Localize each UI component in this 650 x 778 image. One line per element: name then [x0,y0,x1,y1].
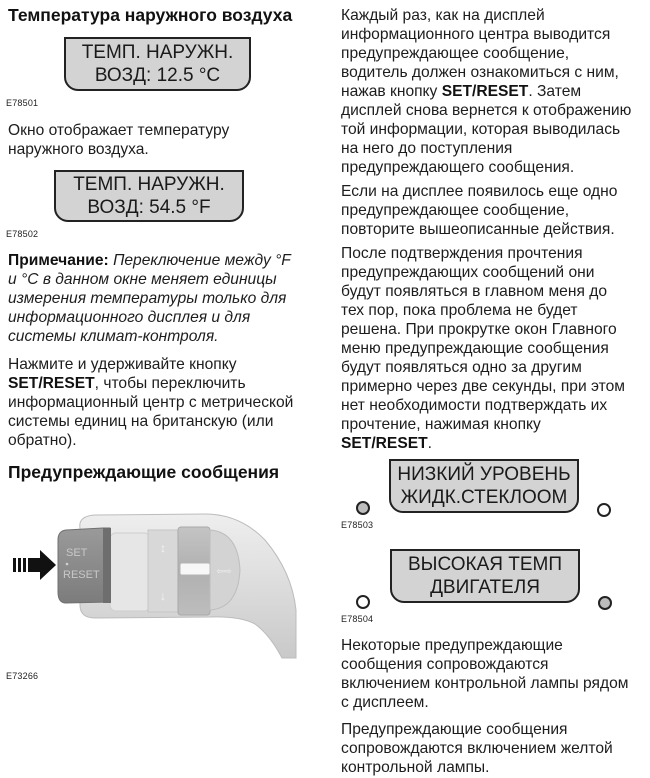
paragraph-another-message [341,182,617,239]
stalk-collar [110,533,150,611]
text-line: Каждый раз, как на дисплей [341,7,545,24]
text-line: Предупреждающие сообщения [341,721,568,738]
set-reset-term: SET/RESET [341,435,428,452]
display-line-2: ВОЗД: 12.5 °C [94,65,221,86]
figure-caption: E78504 [341,614,374,624]
display-line-1: НИЗКИЙ УРОВЕНЬ [397,464,571,485]
text-line: той информации, которая выводилась [341,121,621,138]
set-label-text: SET [66,547,88,559]
text-line: наружного воздуха. [8,141,149,158]
figure-caption: E78501 [6,98,39,108]
lr-arrows-icon: ⇦⇨ [216,566,232,576]
set-reset-term: SET/RESET [8,375,95,392]
text-line: будут появляться одно за другим [341,359,582,376]
stalk-illustration [0,500,310,665]
text-line: информационный центр с метрической [8,394,294,411]
text-line: системы единиц на британскую (или [8,413,274,430]
text-line: предупреждающее сообщение, [341,202,570,219]
display-line-1: ТЕМП. НАРУЖН. [73,174,225,195]
heading-warning-messages: Предупреждающие сообщения [8,462,280,482]
figure-caption: E73266 [6,671,39,681]
stalk-drawing [0,500,310,665]
text-fragment: . [427,435,432,452]
display-line-2: ВОЗД: 54.5 °F [87,197,211,218]
figure-caption: E78502 [6,229,39,239]
push-arrow-icon [13,550,56,580]
warning-lamp-left [356,501,370,515]
note-paragraph [8,251,291,346]
text-line: тех пор, пока проблема не будет [341,302,578,319]
text-line: Окно отображает температуру [8,122,230,139]
note-text: измерения температуры только для [8,290,287,307]
text-line: контрольной лампы. [341,759,490,776]
text-line: повторите вышеописанные действия. [341,221,615,238]
display-temp-fahrenheit [54,170,244,222]
reset-label-text: RESET [63,569,100,581]
text-line: примерно через две секунды, при этом [341,378,625,395]
display-line-1: ТЕМП. НАРУЖН. [81,42,234,63]
paragraph-lamp-near-display [341,636,628,712]
note-text: системы климат-контроля. [8,328,219,345]
up-arrow-icon: ↕ [160,541,166,555]
text-line: решена. При прокрутке окон Главного [341,321,617,338]
text-line: обратно). [8,432,77,449]
set-reset-term: SET/RESET [441,83,529,100]
paragraph-yellow-lamp [341,720,613,777]
text-line: предупреждающих сообщений они [341,264,595,281]
text-line: будут появляться в главном меня до [341,283,608,300]
paragraph-press-set-reset [8,355,293,450]
text-line: предупреждающего сообщения. [341,159,575,176]
display-line-1: ВЫСОКАЯ ТЕМП [407,554,563,575]
heading-outside-temperature: Температура наружного воздуха [8,5,293,25]
paragraph-acknowledge [341,6,631,177]
text-line: сообщения сопровождаются [341,656,549,673]
warning-lamp-right [597,503,611,517]
text-line: информационного центра выводится [341,26,611,43]
figure-caption: E78503 [341,520,374,530]
text-line: Нажмите и удерживайте кнопку [8,356,237,373]
display-line-2: ДВИГАТЕЛЯ [430,577,540,598]
display-low-washer-fluid [389,459,579,513]
text-line: дисплей снова вернется к отображению [341,102,632,119]
down-arrow-icon: ↓ [160,589,166,603]
text-fragment: , чтобы переключить [94,375,246,392]
set-reset-button [58,528,110,603]
text-line: предупреждающее сообщение, [341,45,570,62]
note-text: информационного дисплея и для [8,309,251,326]
display-high-engine-temp [390,549,580,603]
warning-lamp-right [598,596,612,610]
text-line: нет необходимости подтверждать их [341,397,608,414]
text-line: с дисплеем. [341,694,429,711]
text-line: прочтение, нажимая кнопку [341,416,541,433]
ring-indicator [180,563,210,575]
text-line: на него до поступления [341,140,513,157]
text-line: водитель должен ознакомиться с ним, [341,64,619,81]
text-line: включением контрольной лампы рядом [341,675,629,692]
note-label: Примечание: [8,252,109,269]
text-line: Некоторые предупреждающие [341,637,563,654]
display-temp-celsius [64,37,251,91]
text-fragment: . Затем [528,83,582,100]
paragraph-window-description [8,121,229,159]
text-line: Если на дисплее появилось еще одно [341,183,618,200]
note-text: и °C в данном окне меняет единицы [8,271,277,288]
paragraph-after-confirmation [341,244,625,453]
warning-lamp-left [356,595,370,609]
text-line: сопровождаются включением желтой [341,740,613,757]
text-line: После подтверждения прочтения [341,245,583,262]
display-line-2: ЖИДК.СТЕКЛООМ [400,487,568,508]
text-line: меню предупреждающие сообщения [341,340,609,357]
text-fragment: нажав кнопку [341,83,442,100]
note-text: Переключение между °F [108,252,291,269]
